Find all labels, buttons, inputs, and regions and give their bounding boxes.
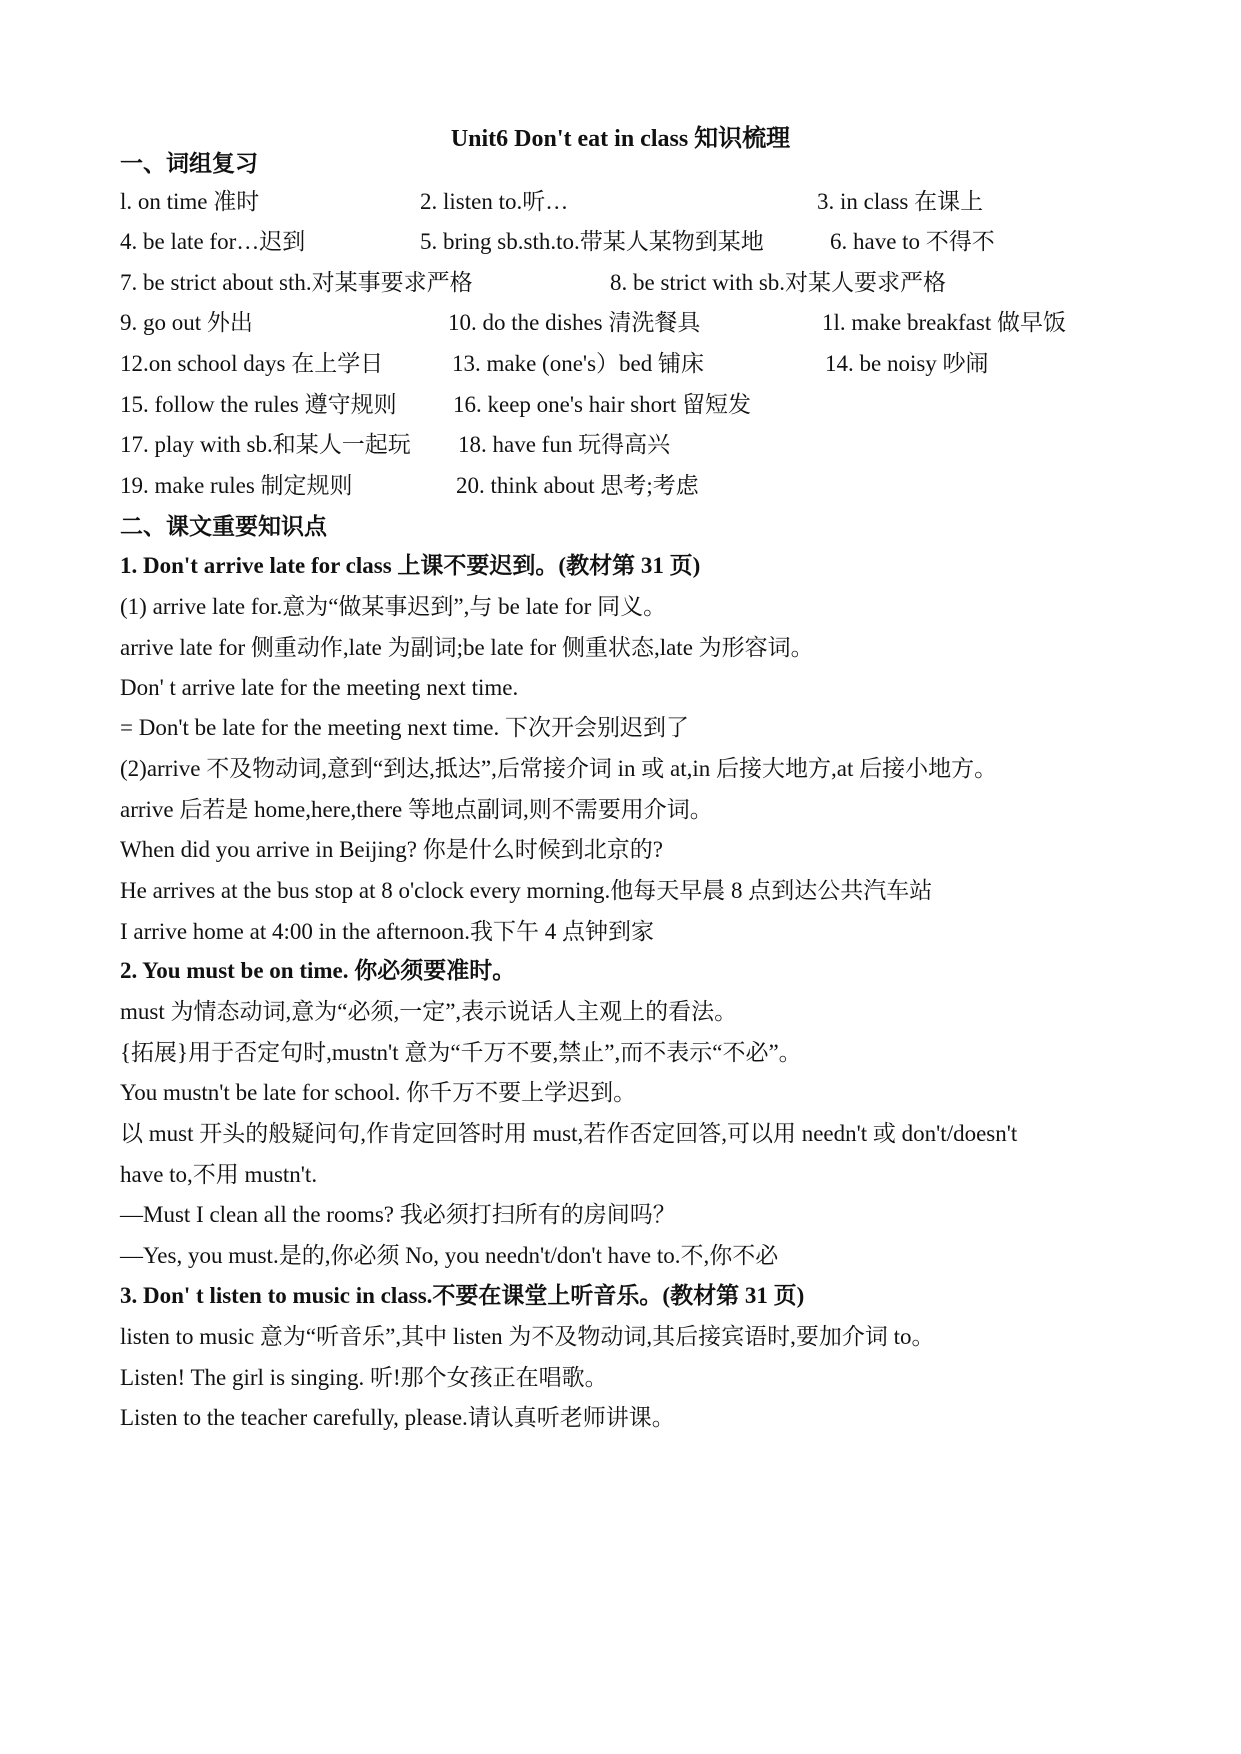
- point-text: arrive late for 侧重动作,late 为副词;be late for 侧重状态,late 为形容词。: [120, 635, 814, 660]
- point-heading: 3. Don' t listen to music in class.不要在课堂上听音乐。(教材第 31 页): [120, 1283, 805, 1308]
- point-text: listen to music 意为“听音乐”,其中 listen 为不及物动词,其后接宾语时,要加介词 to。: [120, 1324, 935, 1349]
- phrase-item: 4. be late for…迟到: [120, 229, 306, 254]
- point-heading: 2. You must be on time. 你必须要准时。: [120, 958, 516, 983]
- point-text: —Yes, you must.是的,你必须 No, you needn't/don't have to.不,你不必: [120, 1243, 779, 1268]
- point-text: 以 must 开头的般疑问句,作肯定回答时用 must,若作否定回答,可以用 needn't 或 don't/doesn't: [120, 1121, 1018, 1146]
- point-text: Don' t arrive late for the meeting next time.: [120, 675, 519, 700]
- point-text: arrive 后若是 home,here,there 等地点副词,则不需要用介词。: [120, 797, 713, 822]
- phrase-item: 1l. make breakfast 做早饭: [822, 310, 1066, 335]
- document-title: Unit6 Don't eat in class 知识梳理: [450, 126, 791, 152]
- phrase-item: 17. play with sb.和某人一起玩: [120, 432, 411, 457]
- phrase-item: 9. go out 外出: [120, 310, 253, 335]
- phrase-item: 20. think about 思考;考虑: [456, 473, 699, 498]
- phrase-item: 16. keep one's hair short 留短发: [453, 392, 751, 417]
- phrase-item: 2. listen to.听…: [420, 189, 569, 214]
- point-text: He arrives at the bus stop at 8 o'clock every morning.他每天早晨 8 点到达公共汽车站: [120, 878, 933, 903]
- point-text: You mustn't be late for school. 你千万不要上学迟到。: [120, 1080, 637, 1105]
- point-text: must 为情态动词,意为“必须,一定”,表示说话人主观上的看法。: [120, 999, 738, 1024]
- phrase-item: l. on time 准时: [120, 189, 260, 214]
- point-text: Listen! The girl is singing. 听!那个女孩正在唱歌。: [120, 1365, 608, 1390]
- phrase-item: 10. do the dishes 清洗餐具: [448, 310, 701, 335]
- point-text: When did you arrive in Beijing? 你是什么时候到北京的?: [120, 837, 663, 862]
- phrase-item: 3. in class 在课上: [817, 189, 984, 214]
- point-text: (1) arrive late for.意为“做某事迟到”,与 be late for 同义。: [120, 594, 667, 619]
- point-text: = Don't be late for the meeting next time. 下次开会别迟到了: [120, 715, 690, 740]
- phrase-item: 8. be strict with sb.对某人要求严格: [610, 270, 947, 295]
- phrase-item: 7. be strict about sth.对某事要求严格: [120, 270, 473, 295]
- section-heading-phrases: 一、词组复习: [120, 151, 258, 176]
- phrase-item: 13. make (one's）bed 铺床: [452, 351, 704, 376]
- phrase-item: 14. be noisy 吵闹: [825, 351, 989, 376]
- point-heading: 1. Don't arrive late for class 上课不要迟到。(教材第 31 页): [120, 553, 701, 578]
- point-text: have to,不用 mustn't.: [120, 1162, 318, 1187]
- phrase-item: 18. have fun 玩得高兴: [458, 432, 671, 457]
- phrase-item: 5. bring sb.sth.to.带某人某物到某地: [420, 229, 764, 254]
- point-text: —Must I clean all the rooms? 我必须打扫所有的房间吗？: [120, 1202, 676, 1227]
- phrase-item: 6. have to 不得不: [830, 229, 995, 254]
- phrase-item: 12.on school days 在上学日: [120, 351, 384, 376]
- phrase-item: 15. follow the rules 遵守规则: [120, 392, 397, 417]
- point-text: I arrive home at 4:00 in the afternoon.我下午 4 点钟到家: [120, 919, 654, 944]
- phrase-item: 19. make rules 制定规则: [120, 473, 353, 498]
- section-heading-key-points: 二、课文重要知识点: [120, 514, 327, 539]
- point-text: {拓展}用于否定句时,mustn't 意为“千万不要,禁止”,而不表示“不必”。: [120, 1040, 802, 1065]
- point-text: Listen to the teacher carefully, please.请认真听老师讲课。: [120, 1405, 675, 1430]
- point-text: (2)arrive 不及物动词,意到“到达,抵达”,后常接介词 in 或 at,in 后接大地方,at 后接小地方。: [120, 756, 998, 781]
